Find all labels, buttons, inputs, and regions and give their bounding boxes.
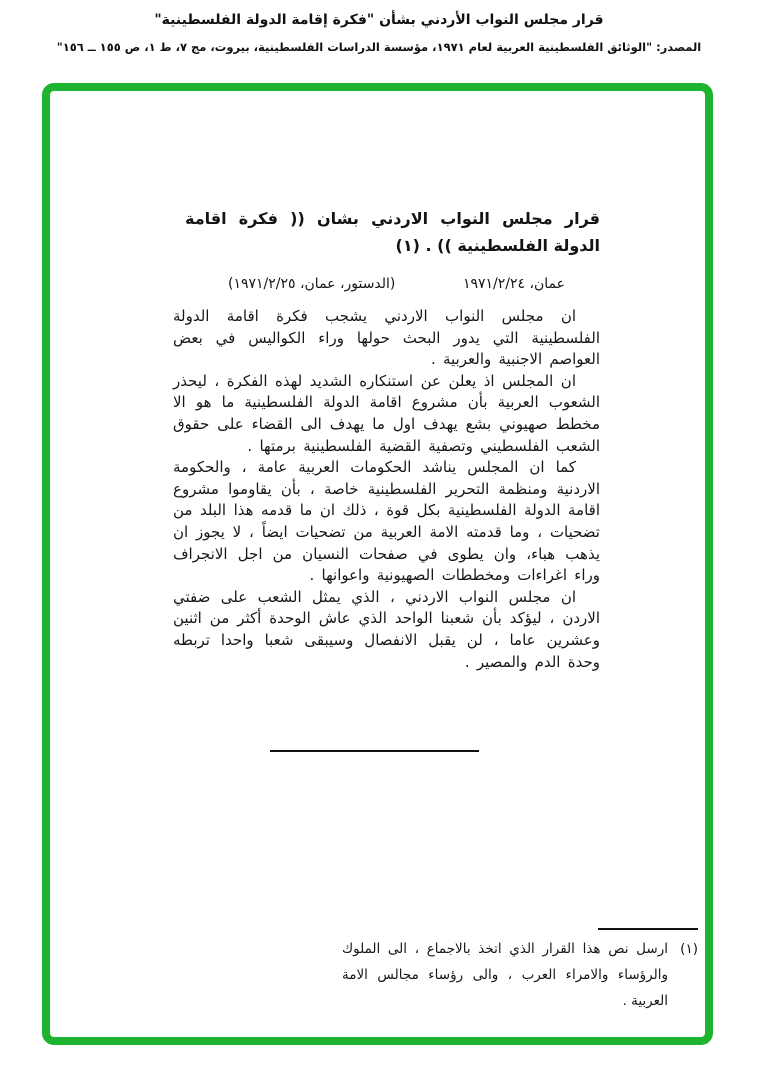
dateline-newspaper-ref: (الدستور، عمان، ١٩٧١/٢/٢٥) — [228, 276, 396, 292]
dateline — [173, 276, 600, 292]
page-header-source: المصدر: "الوثائق الفلسطينية العربية لعام ١٩٧١، مؤسسة الدراسات الفلسطينية، بيروت، مج ٧، ط ١، ص ١٥٥ ــ ١٥٦" — [56, 40, 702, 54]
document-title: قرار مجلس النواب الاردني بشان (( فكرة اقامة الدولة الفلسطينية )) . (١) — [185, 209, 600, 255]
footnote-text: ارسل نص هذا القرار الذي اتخذ بالاجماع ، الى الملوك والرؤساء والامراء العرب ، والى رؤساء مجالس الامة العربية . — [342, 941, 668, 1009]
paragraph: كما ان المجلس يناشد الحكومات العربية عامة ، والحكومة الاردنية ومنظمة التحرير الفلسطينية خاصة ، بأن يقاوموا مشروع اقامة الدولة الفلسطينية بكل قوة ، ذلك ان ما قدمه هذا البلد من تضحيات ، وما قدمته الامة العربية من تضحيات ايضاً ، لا يجوز ان يذهب هباء، وان يطوى في صفحات النسيان من اجل الانجراف وراء اغراءات ومخططات الصهيونية واعوانها . — [173, 458, 600, 585]
paragraph: ان المجلس اذ يعلن عن استنكاره الشديد لهذه الفكرة ، ليحذر الشعوب العربية بأن مشروع اقامة الدولة الفلسطينية ما هو الا مخطط صهيوني بشع يهدف اول ما يهدف الى القضاء على حقوق الشعب الفلسطيني وتصفية القضية الفلسطينية برمتها . — [173, 371, 600, 455]
page-header-title: قرار مجلس النواب الأردني بشأن "فكرة إقامة الدولة الفلسطينية" — [154, 12, 604, 28]
document-body — [173, 306, 600, 673]
paragraph: ان مجلس النواب الاردني ، الذي يمثل الشعب على ضفتي الاردن ، ليؤكد بأن شعبنا الواحد الذي عاش الوحدة أكثر من اثنين وعشرين عاما ، لن يقبل الانفصال وسيبقى شعبا واحدا تربطه وحدة الدم والمصير . — [173, 587, 600, 671]
footnote-separator-rule — [598, 928, 698, 930]
dateline-place-date: عمان، ١٩٧١/٢/٢٤ — [462, 276, 565, 292]
footnote-marker: (١) — [680, 941, 698, 957]
paragraph: ان مجلس النواب الاردني يشجب فكرة اقامة الدولة الفلسطينية التي يدور البحث حولها وراء الكواليس في بعض العواصم الاجنبية والعربية . — [173, 307, 600, 369]
footnote — [342, 936, 698, 1014]
end-of-text-rule — [270, 750, 479, 752]
